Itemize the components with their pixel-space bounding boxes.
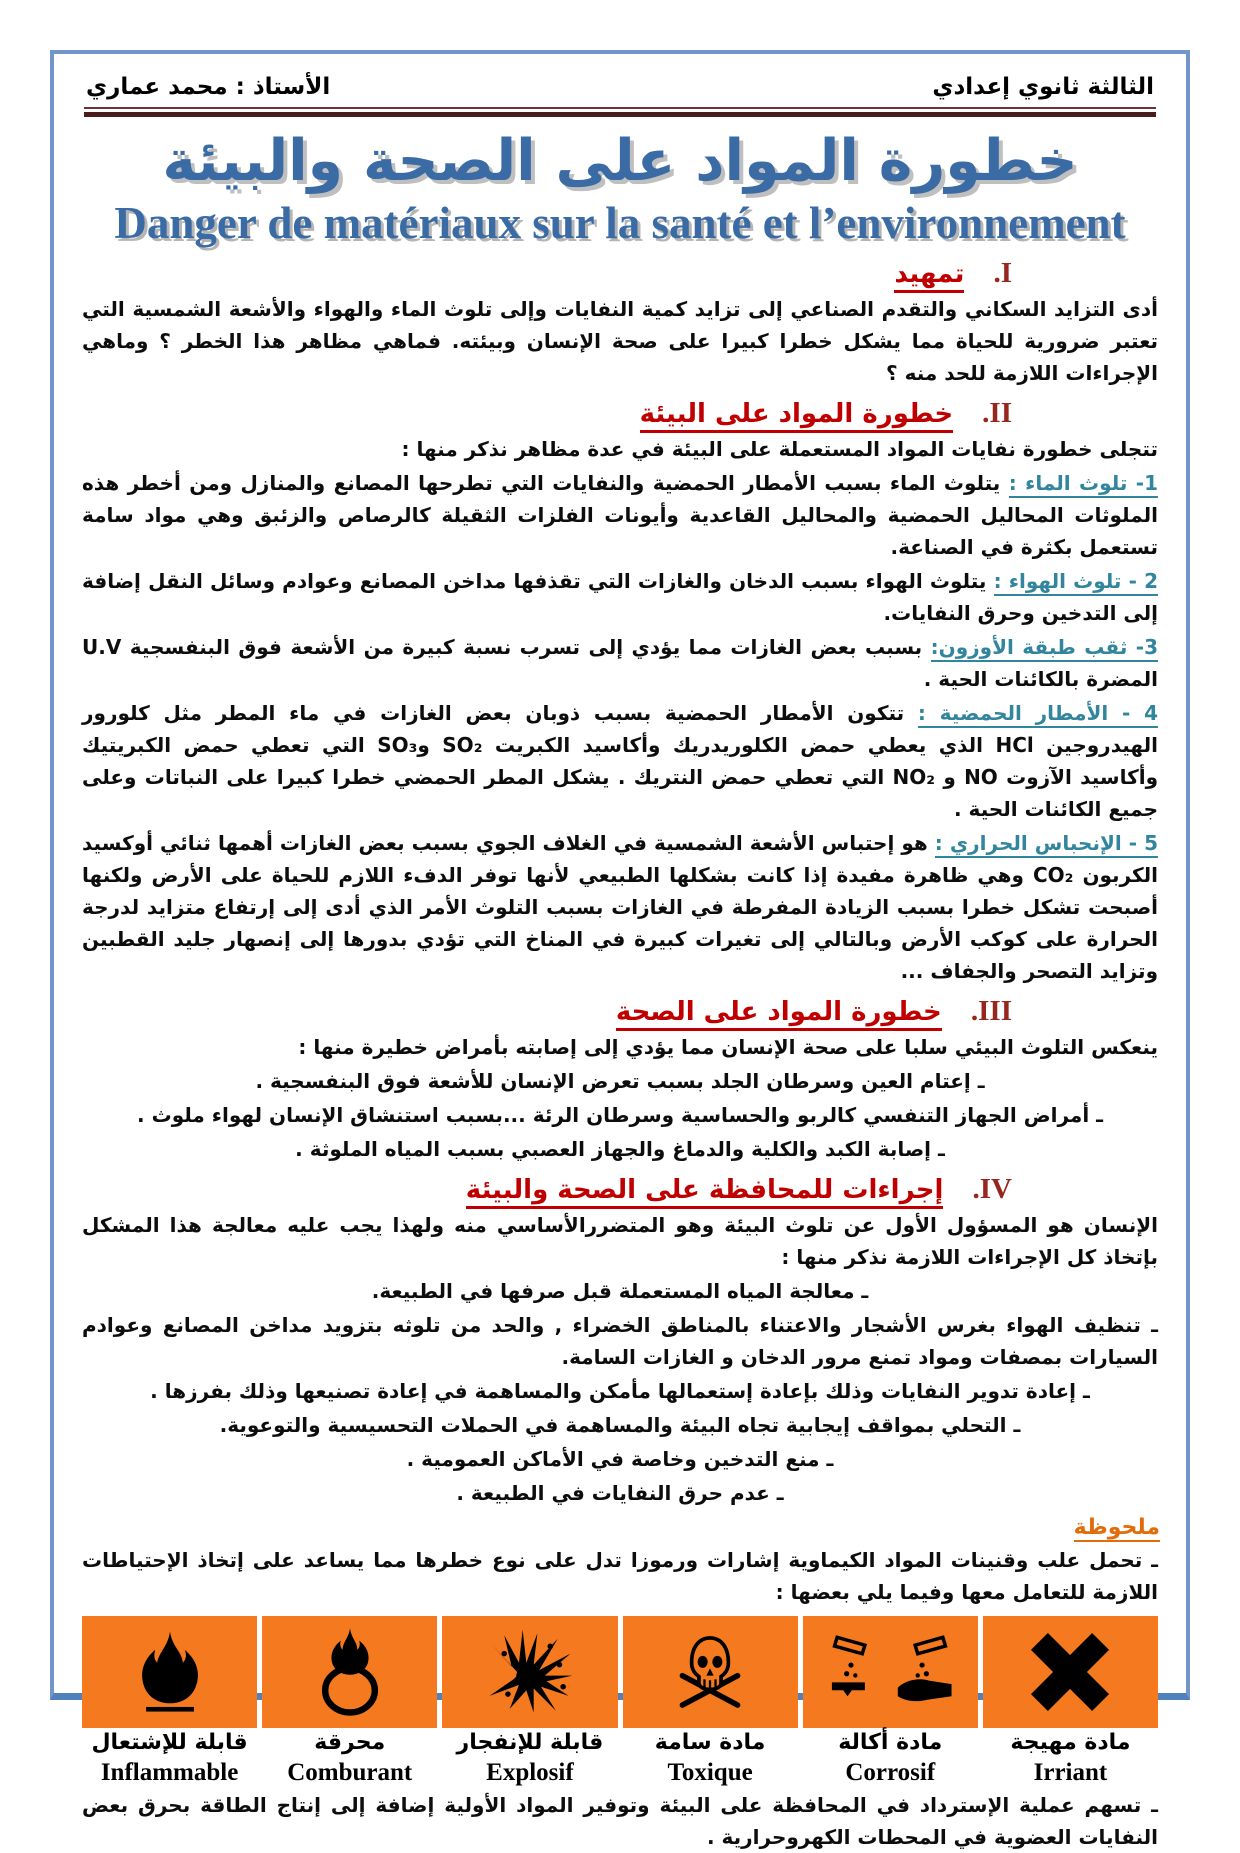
page-header [80, 68, 1160, 104]
section-3-numeral: III. [970, 994, 1012, 1027]
item-text: تتكون الأمطار الحمضية بسبب ذوبان بعض الغازات في ماء المطر مثل كلورور الهيدروجين HCl الذي يعطي حمض الكلوريدريك وأكاسيد الكبريت SO₂ وSO₃ التي تعطي حمض الكبريتيك وأكاسيد الآزوت NO و NO₂ التي تعطي حمض النتريك . يشكل المطر الحمضي خطرا كبيرا على النباتات وعلى جميع الكائنات الحية . [82, 700, 1158, 821]
section-1-numeral: I. [993, 256, 1012, 289]
section-2-numeral: II. [982, 396, 1012, 429]
section-2-title: خطورة المواد على البيئة [640, 399, 953, 433]
pollution-item-air [82, 565, 1158, 629]
note-section [80, 1511, 1160, 1542]
skull-crossbones-icon [664, 1626, 756, 1718]
pictogram-label-fr: Toxique [667, 1758, 753, 1786]
health-bullet: ـ إصابة الكبد والكلية والدماغ والجهاز العصبي بسبب المياه الملوثة . [295, 1136, 945, 1161]
section-2-heading [80, 397, 1160, 430]
flame-over-circle-icon [304, 1626, 396, 1718]
page-title-french: Danger de matériaux sur la santé et l’environnement [114, 197, 1126, 248]
item-text: بسبب بعض الغازات مما يؤدي إلى تسرب نسبة كبيرة من الأشعة فوق البنفسجية U.V المضرة بالكائنات الحية . [82, 634, 1158, 691]
corrosive-icon [825, 1626, 955, 1718]
section-3-intro: ينعكس التلوث البيئي سلبا على صحة الإنسان مما يؤدي إلى إصابته بأمراض خطيرة منها : [298, 1034, 1158, 1059]
section-3-title: خطورة المواد على الصحة [616, 997, 942, 1031]
pollution-item-greenhouse [82, 827, 1158, 987]
pollution-item-ozone [82, 631, 1158, 695]
section-4-title: إجراءات للمحافظة على الصحة والبيئة [466, 1175, 944, 1209]
page-title-arabic: خطورة المواد على الصحة والبيئة [162, 128, 1078, 194]
pictogram-toxic [623, 1616, 798, 1728]
item-label: 1- تلوث الماء : [1009, 471, 1158, 498]
section-4-intro: الإنسان هو المسؤول الأول عن تلوث البيئة وهو المتضررالأساسي منه ولهذا يجب عليه معالجة هذا المشكل بإتخاذ كل الإجراءات اللازمة نذكر منها : [82, 1212, 1158, 1269]
section-2-intro: تتجلى خطورة نفايات المواد المستعملة على البيئة في عدة مظاهر نذكر منها : [401, 436, 1158, 461]
section-3-heading [80, 995, 1160, 1028]
note-text: ـ تحمل علب وقنينات المواد الكيماوية إشارات ورموزا تدل على نوع خطرها مما يساعد على إتخاذ الإحتياطات اللازمة للتعامل معها وفيما يلي بعضها : [82, 1547, 1158, 1604]
pictogram-label-ar: قابلة للإشتعال [91, 1729, 248, 1755]
pollution-item-water [82, 467, 1158, 563]
measure-bullet: ـ عدم حرق النفايات في الطبيعة . [456, 1480, 784, 1505]
item-text: هو إحتباس الأشعة الشمسية في الغلاف الجوي بسبب بعض الغازات أهمها ثنائي أوكسيد الكربون CO₂ وهي ظاهرة مفيدة إذا كانت بشكلها الطبيعي لأنها توفر الدفء اللازم للحياة على الأرض ولكنها أصبحت تشكل خطرا بسبب الزيادة المفرطة في الغازات بسبب التلوث الأمر الذي أدى إلى إرتفاع متزايد لدرجة الحرارة على كوكب الأرض وبالتالي إلى تغيرات كبيرة في المناخ التي تؤدي بدورها إلى إنصهار جليد القطبين وتزايد التصحر والجفاف ... [82, 830, 1158, 983]
item-label: 5 - الإنحباس الحراري : [935, 831, 1158, 858]
pictogram-label-fr: Explosif [486, 1758, 574, 1786]
health-bullet: ـ إعتام العين وسرطان الجلد بسبب تعرض الإنسان للأشعة فوق البنفسجية . [255, 1068, 985, 1093]
measure-bullet: ـ منع التدخين وخاصة في الأماكن العمومية . [406, 1446, 834, 1471]
measure-bullet: ـ التحلي بمواقف إيجابية تجاه البيئة والمساهمة في الحملات التحسيسية والتوعوية. [219, 1412, 1021, 1437]
section-4-numeral: IV. [972, 1172, 1012, 1205]
measure-bullet: ـ تنظيف الهواء بغرس الأشجار والاعتناء بالمناطق الخضراء , والحد من تلوثه بتزويد مداخن المصانع وعوادم السيارات بمصفات ومواد تمنع مرور الدخان و الغازات السامة. [82, 1312, 1158, 1369]
health-bullet: ـ أمراض الجهاز التنفسي كالربو والحساسية وسرطان الرئة ...بسبب استنشاق الإنسان لهواء ملوث . [137, 1102, 1103, 1127]
pictogram-flammable [82, 1616, 257, 1728]
measure-bullet: ـ معالجة المياه المستعملة قبل صرفها في الطبيعة. [371, 1278, 869, 1303]
explosion-icon [484, 1626, 576, 1718]
page-frame [50, 50, 1190, 1849]
hazard-pictograms-row [82, 1616, 1158, 1728]
pictogram-label-ar: مادة أكالة [838, 1729, 943, 1755]
pictogram-label-fr: Irriant [1033, 1758, 1108, 1786]
flame-icon [124, 1626, 216, 1718]
pictogram-label-fr: Comburant [287, 1758, 413, 1786]
pictogram-label-ar: محرقة [314, 1729, 386, 1755]
note-title: ملحوظة [1073, 1514, 1160, 1540]
item-label: 2 - تلوث الهواء : [994, 569, 1158, 596]
header-class-level: الثالثة ثانوي إعدادي [932, 74, 1154, 100]
item-text: يتلوث الهواء بسبب الدخان والغازات التي تقذفها مداخن المصانع وعوادم وسائل النقل إضافة إلى التدخين وحرق النفايات. [82, 568, 1158, 625]
pictogram-oxidizing [262, 1616, 437, 1728]
section-1-title: تمهيد [894, 259, 964, 293]
measure-bullet: ـ إعادة تدوير النفايات وذلك بإعادة إستعمالها مأمكن والمساهمة في إعادة تصنيعها وذلك بفرزها . [150, 1378, 1090, 1403]
pictogram-corrosive [803, 1616, 978, 1728]
x-cross-icon [1024, 1626, 1116, 1718]
pictogram-label-fr: Inflammable [100, 1758, 239, 1786]
section-4-heading [80, 1173, 1160, 1206]
header-teacher-name: الأستاذ : محمد عماري [86, 74, 331, 100]
item-label: 4 - الأمطار الحمضية : [918, 701, 1158, 728]
footer-recycling-note: ـ تسهم عملية الإسترداد في المحافظة على البيئة وتوفير المواد الأولية إضافة إلى إنتاج الطاقة بحرق بعض النفايات العضوية في المحطات الكهروحرارية . [82, 1792, 1158, 1849]
header-rule [84, 107, 1156, 117]
item-label: 3- ثقب طبقة الأوزون: [931, 635, 1158, 662]
item-text: يتلوث الماء بسبب الأمطار الحمضية والنفايات التي تطرحها المصانع والمنازل ومن أخطر هذه الملوثات المحاليل الحمضية والمحاليل القاعدية وأيونات الفلزات الثقيلة كالرصاص والزئبق وهي مواد سامة تستعمل بكثرة في الصناعة. [82, 470, 1158, 559]
pictogram-explosive [442, 1616, 617, 1728]
pictogram-french-labels [82, 1759, 1158, 1787]
pictogram-arabic-labels [82, 1730, 1158, 1755]
pictogram-label-ar: قابلة للإنفجار [456, 1729, 604, 1755]
pollution-item-acid-rain [82, 697, 1158, 825]
pictogram-label-ar: مادة مهيجة [1010, 1729, 1131, 1755]
section-1-paragraph: أدى التزايد السكاني والتقدم الصناعي إلى تزايد كمية النفايات وإلى تلوث الماء والهواء والأشعة الشمسية التي تعتبر ضرورية للحياة مما يشكل خطرا كبيرا على صحة الإنسان وبيئته. فماهي مظاهر هذا الخطر ؟ وماهي الإجراءات اللازمة للحد منه ؟ [82, 296, 1158, 385]
pictogram-label-ar: مادة سامة [654, 1729, 766, 1755]
pictogram-label-fr: Corrosif [845, 1758, 936, 1786]
pictogram-irritant [983, 1616, 1158, 1728]
section-1-heading [80, 257, 1160, 290]
